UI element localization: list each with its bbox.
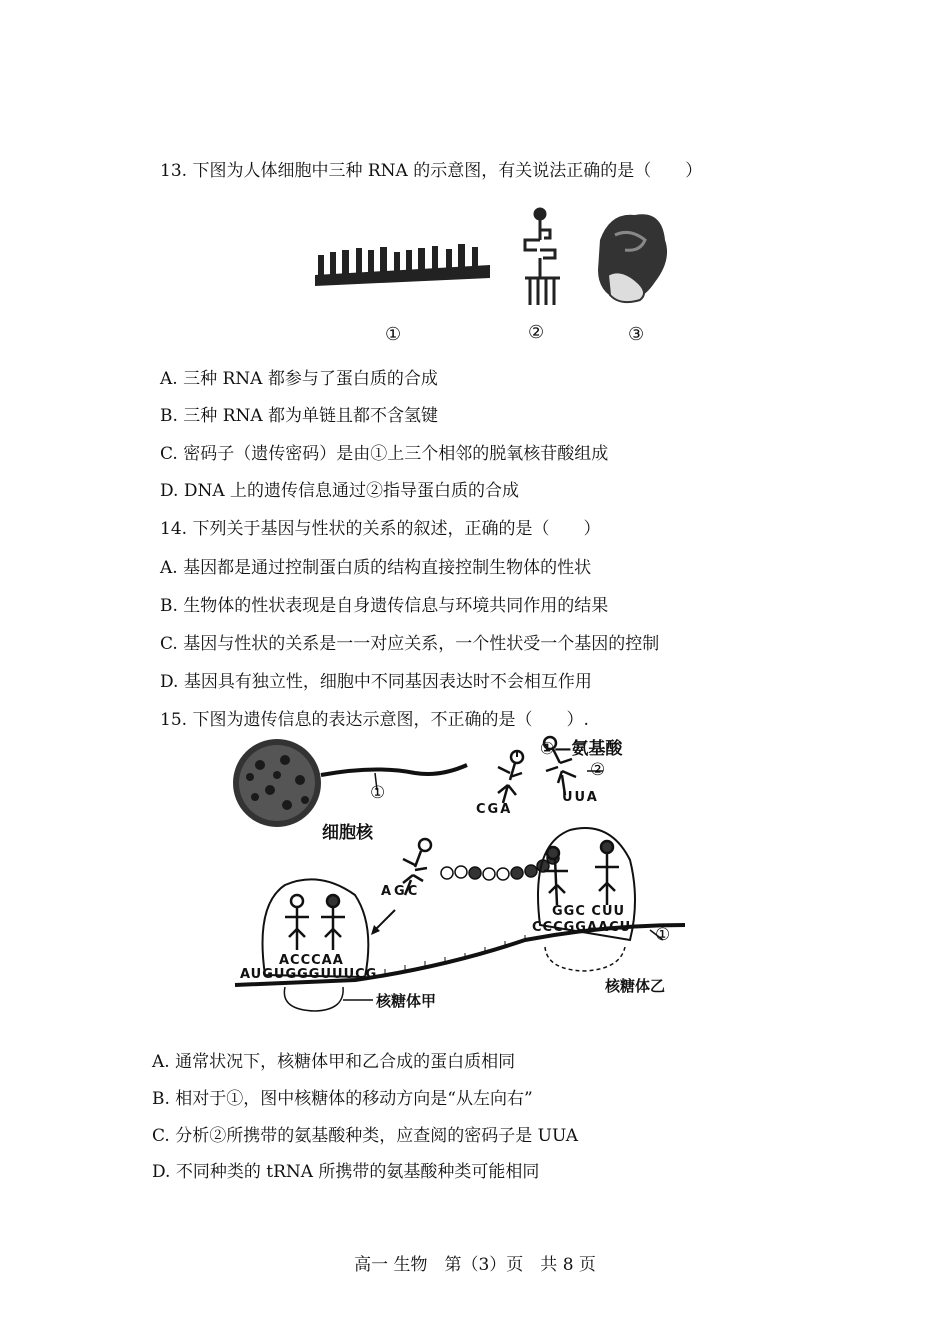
q13-stem: 13. 下图为人体细胞中三种 RNA 的示意图，有关说法正确的是（ ） <box>160 161 703 181</box>
nucleus-label: 细胞核 <box>322 823 373 843</box>
trna-b-anticodon: UUA <box>562 790 599 805</box>
nucleus-shape <box>233 739 321 827</box>
q14-stem: 14. 下列关于基因与性状的关系的叙述，正确的是（ ） <box>160 519 601 539</box>
q15-option-c: C. 分析②所携带的氨基酸种类，应查阅的密码子是 UUA <box>152 1126 579 1146</box>
q14-option-b: B. 生物体的性状表现是自身遗传信息与环境共同作用的结果 <box>160 596 609 616</box>
amino-acid-label <box>540 734 622 759</box>
mrna-mark-label: ① <box>370 783 386 803</box>
ribosome-b-label: 核糖体乙 <box>605 977 666 995</box>
q13-option-a: A. 三种 RNA 都参与了蛋白质的合成 <box>160 369 438 389</box>
q14-option-c: C. 基因与性状的关系是一一对应关系，一个性状受一个基因的控制 <box>160 634 660 654</box>
q13-label-1: ① <box>385 324 402 345</box>
rna-3-ribosome <box>598 214 667 302</box>
q13-rna-figure <box>300 200 680 310</box>
ribosome-b-mrna: CCCGGAACU <box>532 920 632 935</box>
q13-label-2: ② <box>528 322 545 343</box>
trna-a-anticodon: CGA <box>476 802 513 817</box>
q15-stem: 15. 下图为遗传信息的表达示意图，不正确的是（ ）. <box>160 710 589 730</box>
q15-option-a: A. 通常状况下，核糖体甲和乙合成的蛋白质相同 <box>152 1052 516 1072</box>
amino-acid-text: —氨基酸 <box>554 739 623 759</box>
q15-option-b: B. 相对于①，图中核糖体的移动方向是“从左向右” <box>152 1089 533 1109</box>
ribosome-b-anticodons: GGC CUU <box>552 904 626 919</box>
q14-option-d: D. 基因具有独立性，细胞中不同基因表达时不会相互作用 <box>160 672 592 692</box>
mrna-end-mark: ① <box>655 925 671 945</box>
rna-2-trna <box>525 209 560 305</box>
q13-option-b: B. 三种 RNA 都为单链且都不含氢键 <box>160 406 439 426</box>
amino-acid-mark: ① <box>540 739 555 759</box>
ribosome-a-label: 核糖体甲 <box>376 992 437 1010</box>
q14-option-a: A. 基因都是通过控制蛋白质的结构直接控制生物体的性状 <box>160 558 592 578</box>
q13-option-d: D. DNA 上的遗传信息通过②指导蛋白质的合成 <box>160 481 520 501</box>
rna-1-strand <box>315 244 490 286</box>
trna-2-mark: ② <box>590 760 606 780</box>
q15-option-d: D. 不同种类的 tRNA 所携带的氨基酸种类可能相同 <box>152 1162 540 1182</box>
q13-label-3: ③ <box>628 324 645 345</box>
trna-free-anticodon: AGC <box>381 884 421 899</box>
q13-option-c: C. 密码子（遗传密码）是由①上三个相邻的脱氧核苷酸组成 <box>160 444 609 464</box>
page-footer: 高一 生物 第（3）页 共 8 页 <box>354 1255 596 1275</box>
ribosome-a-mrna: AUGUGGGUUUCG <box>240 967 378 982</box>
ribosome-a-anticodons: ACCCAA <box>279 953 344 968</box>
